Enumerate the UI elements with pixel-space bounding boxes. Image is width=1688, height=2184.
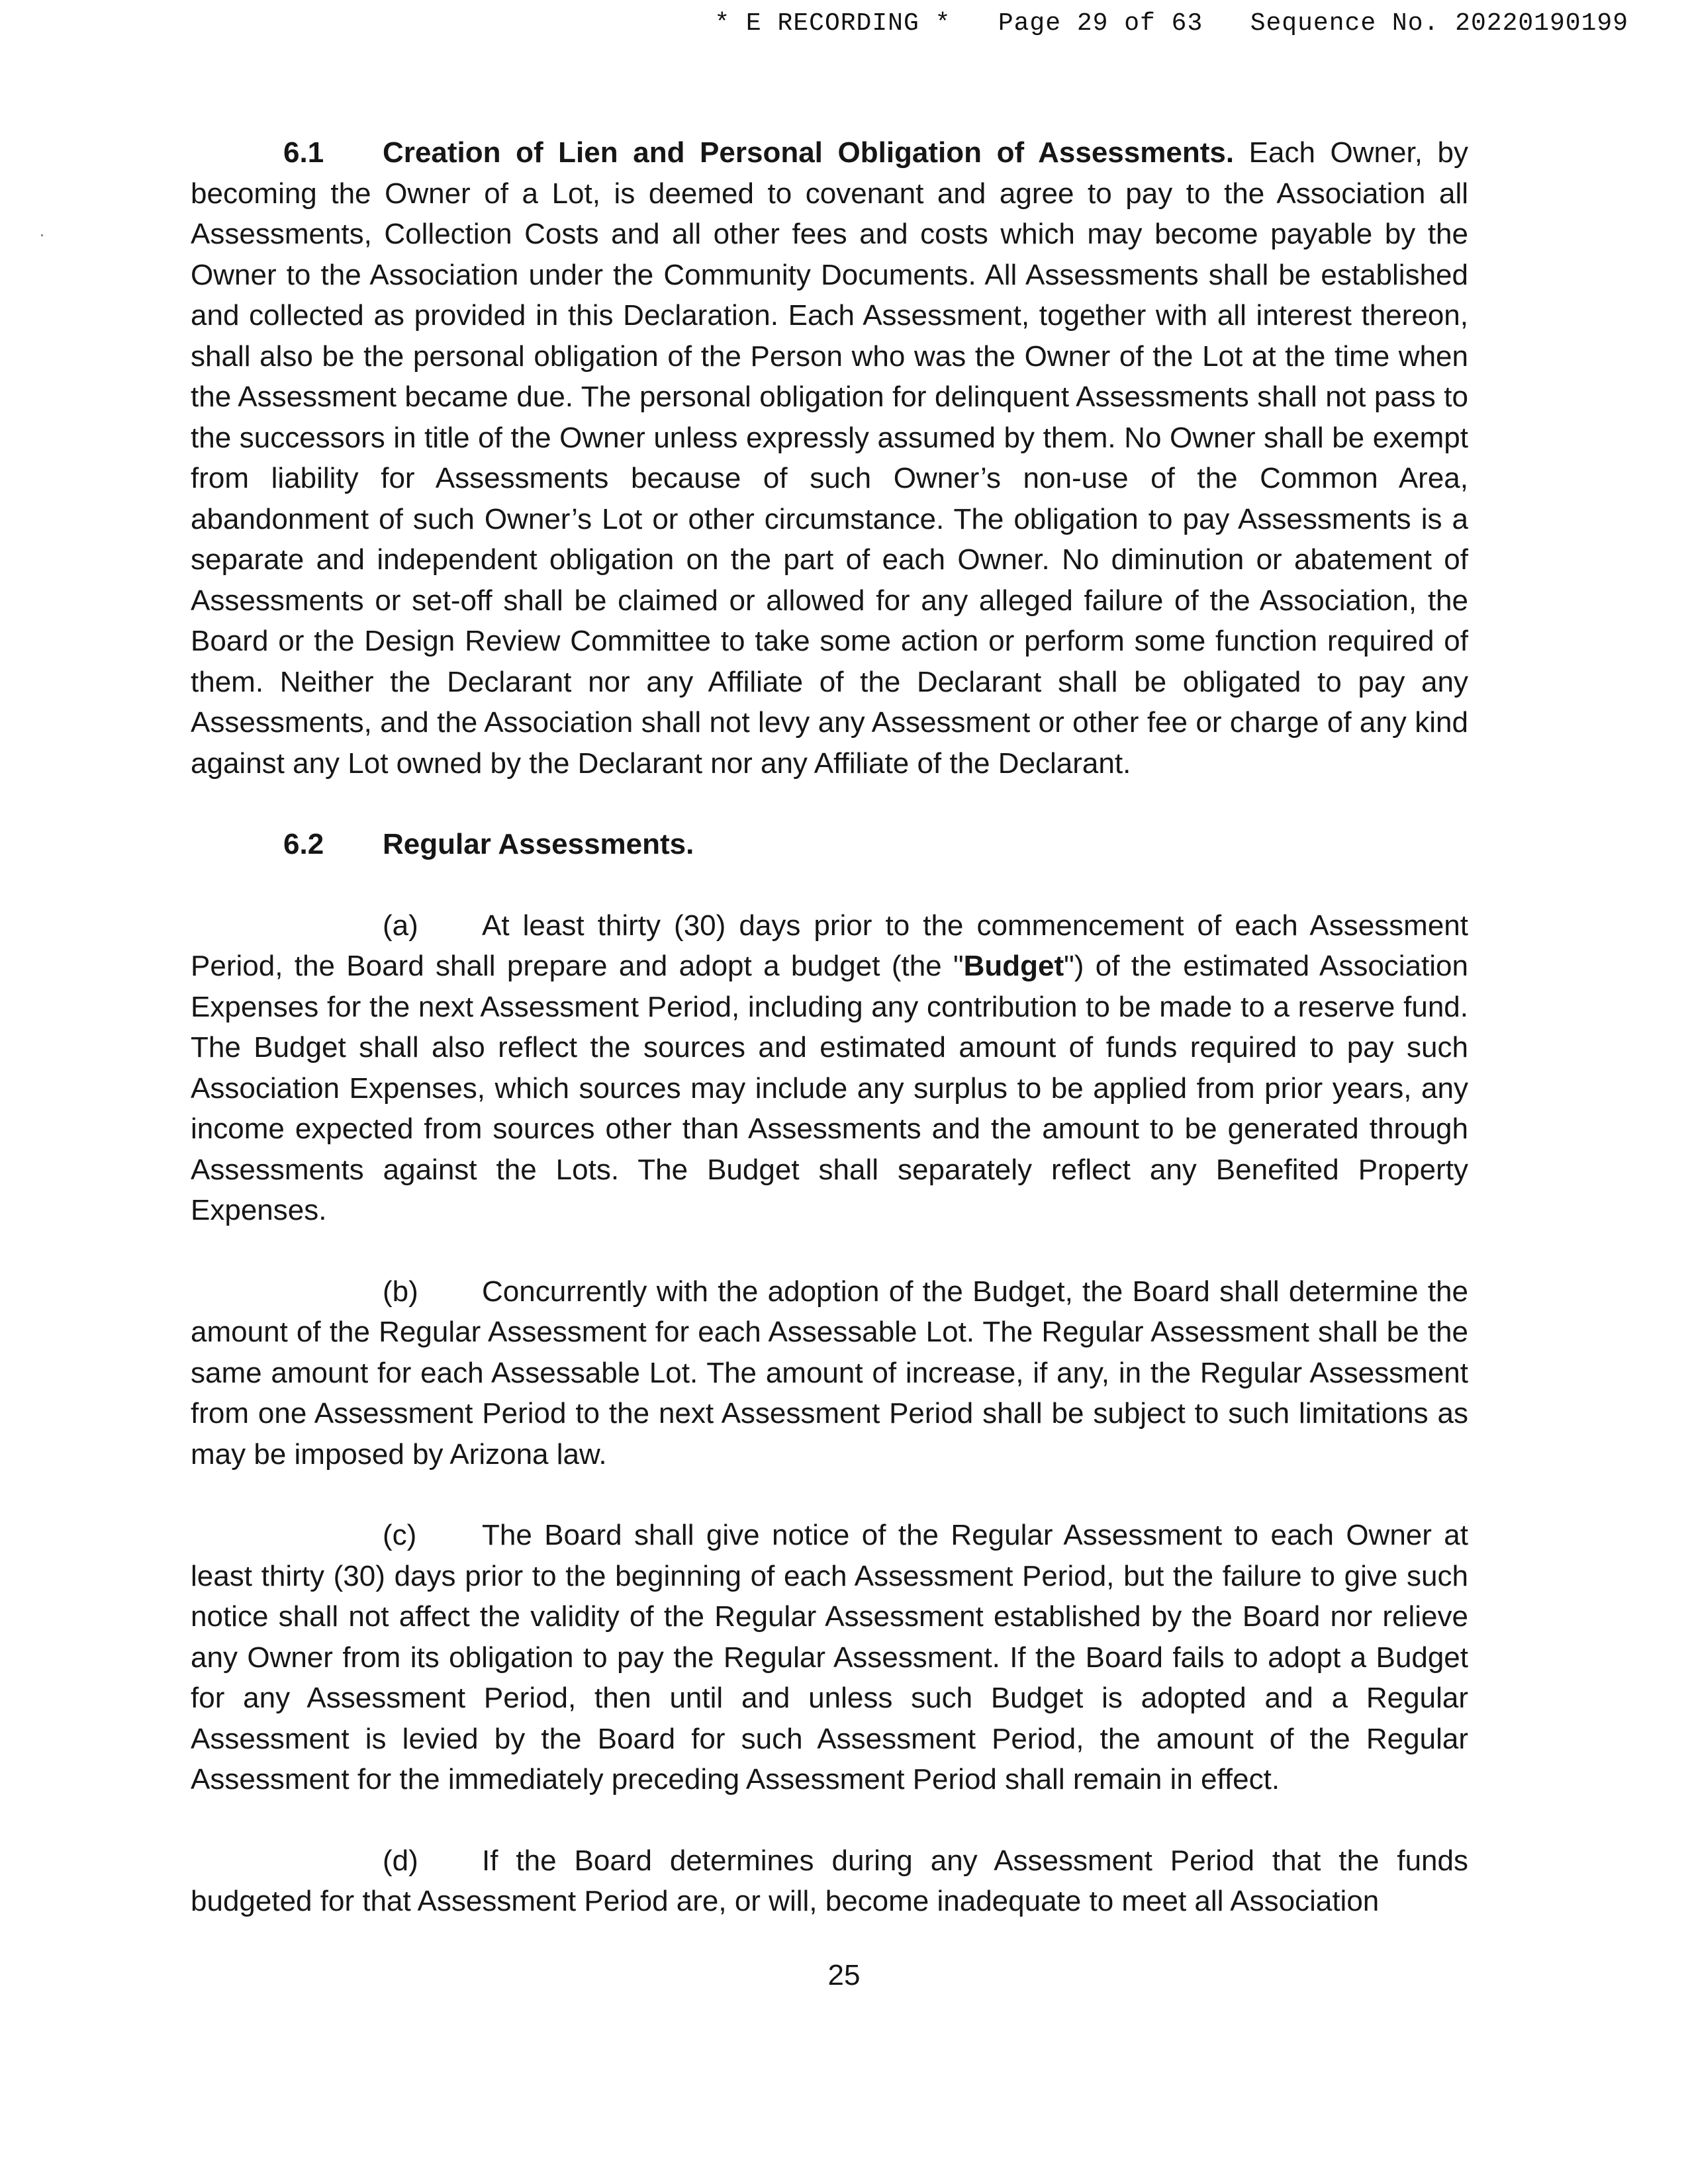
section-6-1-number: 6.1 xyxy=(283,136,324,169)
subsection-a-paragraph xyxy=(191,905,1468,1231)
subsection-c-paragraph xyxy=(191,1515,1468,1800)
subsection-a-text-before: At least thirty (30) days prior to the commencement of each Assessment Period, the Board shall prepare and adopt a budget (the " xyxy=(191,909,1468,982)
recording-label: * E RECORDING * xyxy=(714,9,951,38)
subsection-c-text: The Board shall give notice of the Regular Assessment to each Owner at least thirty (30) days prior to the beginning of each Assessment Period, but the failure to give such notice shall not affect the validity of the Regular Assessment established by the Board nor relieve any Owner from its obligation to pay the Regular Assessment. If the Board fails to adopt a Budget for any Assessment Period, then until and unless such Budget is adopted and a Regular Assessment is levied by the Board for such Assessment Period, the amount of the Regular Assessment for the immediately preceding Assessment Period shall remain in effect. xyxy=(191,1519,1468,1796)
subsection-a-label: (a) xyxy=(383,909,418,942)
section-6-1-paragraph xyxy=(191,132,1468,784)
section-6-1-title: Creation of Lien and Personal Obligation of Assessments. xyxy=(383,136,1235,169)
subsection-d-text: If the Board determines during any Assessment Period that the funds budgeted for that Assessment Period are, or will, become inadequate to meet all Association xyxy=(191,1844,1468,1917)
section-6-2-title: Regular Assessments. xyxy=(383,828,694,860)
section-6-2-heading xyxy=(191,824,1468,865)
section-6-2-number: 6.2 xyxy=(283,828,324,860)
subsection-c-label: (c) xyxy=(383,1519,417,1551)
subsection-d-paragraph xyxy=(191,1841,1468,1922)
scan-speck xyxy=(41,234,43,236)
subsection-d-label: (d) xyxy=(383,1844,418,1877)
defined-term-budget: Budget xyxy=(963,950,1064,982)
subsection-b-text: Concurrently with the adoption of the Budget, the Board shall determine the amount of the Regular Assessment for each Assessable Lot. The Regular Assessment shall be the same amount for each Assessable Lot. The amount of increase, if any, in the Regular Assessment from one Assessment Period to the next Assessment Period shall be subject to such limitations as may be imposed by Arizona law. xyxy=(191,1275,1468,1471)
page-indicator: Page 29 of 63 xyxy=(998,9,1203,38)
document-body xyxy=(191,132,1468,1962)
recording-header xyxy=(714,9,1628,38)
page-number: 25 xyxy=(827,1959,861,1991)
subsection-b-paragraph xyxy=(191,1271,1468,1475)
section-6-1-text: Each Owner, by becoming the Owner of a Lot, is deemed to covenant and agree to pay to the Association all Assessments, Collection Costs and all other fees and costs which may become payable by the Owner to the Association under the Community Documents. All Assessments shall be established and collected as provided in this Declaration. Each Assessment, together with all interest thereon, shall also be the personal obligation of the Person who was the Owner of the Lot at the time when the Assessment became due. The personal obligation for delinquent Assessments shall not pass to the successors in title of the Owner unless expressly assumed by them. No Owner shall be exempt from liability for Assessments because of such Owner’s non-use of the Common Area, abandonment of such Owner’s Lot or other circumstance. The obligation to pay Assessments is a separate and independent obligation on the part of each Owner. No diminution or abatement of Assessments or set-off shall be claimed or allowed for any alleged failure of the Association, the Board or the Design Review Committee to take some action or perform some function required of them. Neither the Declarant nor any Affiliate of the Declarant shall be obligated to pay any Assessments, and the Association shall not levy any Assessment or other fee or charge of any kind against any Lot owned by the Declarant nor any Affiliate of the Declarant. xyxy=(191,136,1468,780)
subsection-a-text-after: ") of the estimated Association Expenses for the next Assessment Period, including any contribution to be made to a reserve fund. The Budget shall also reflect the sources and estimated amount of funds required to pay such Association Expenses, which sources may include any surplus to be applied from prior years, any income expected from sources other than Assessments and the amount to be generated through Assessments against the Lots. The Budget shall separately reflect any Benefited Property Expenses. xyxy=(191,950,1468,1226)
sequence-number: Sequence No. 20220190199 xyxy=(1250,9,1628,38)
subsection-b-label: (b) xyxy=(383,1275,418,1308)
